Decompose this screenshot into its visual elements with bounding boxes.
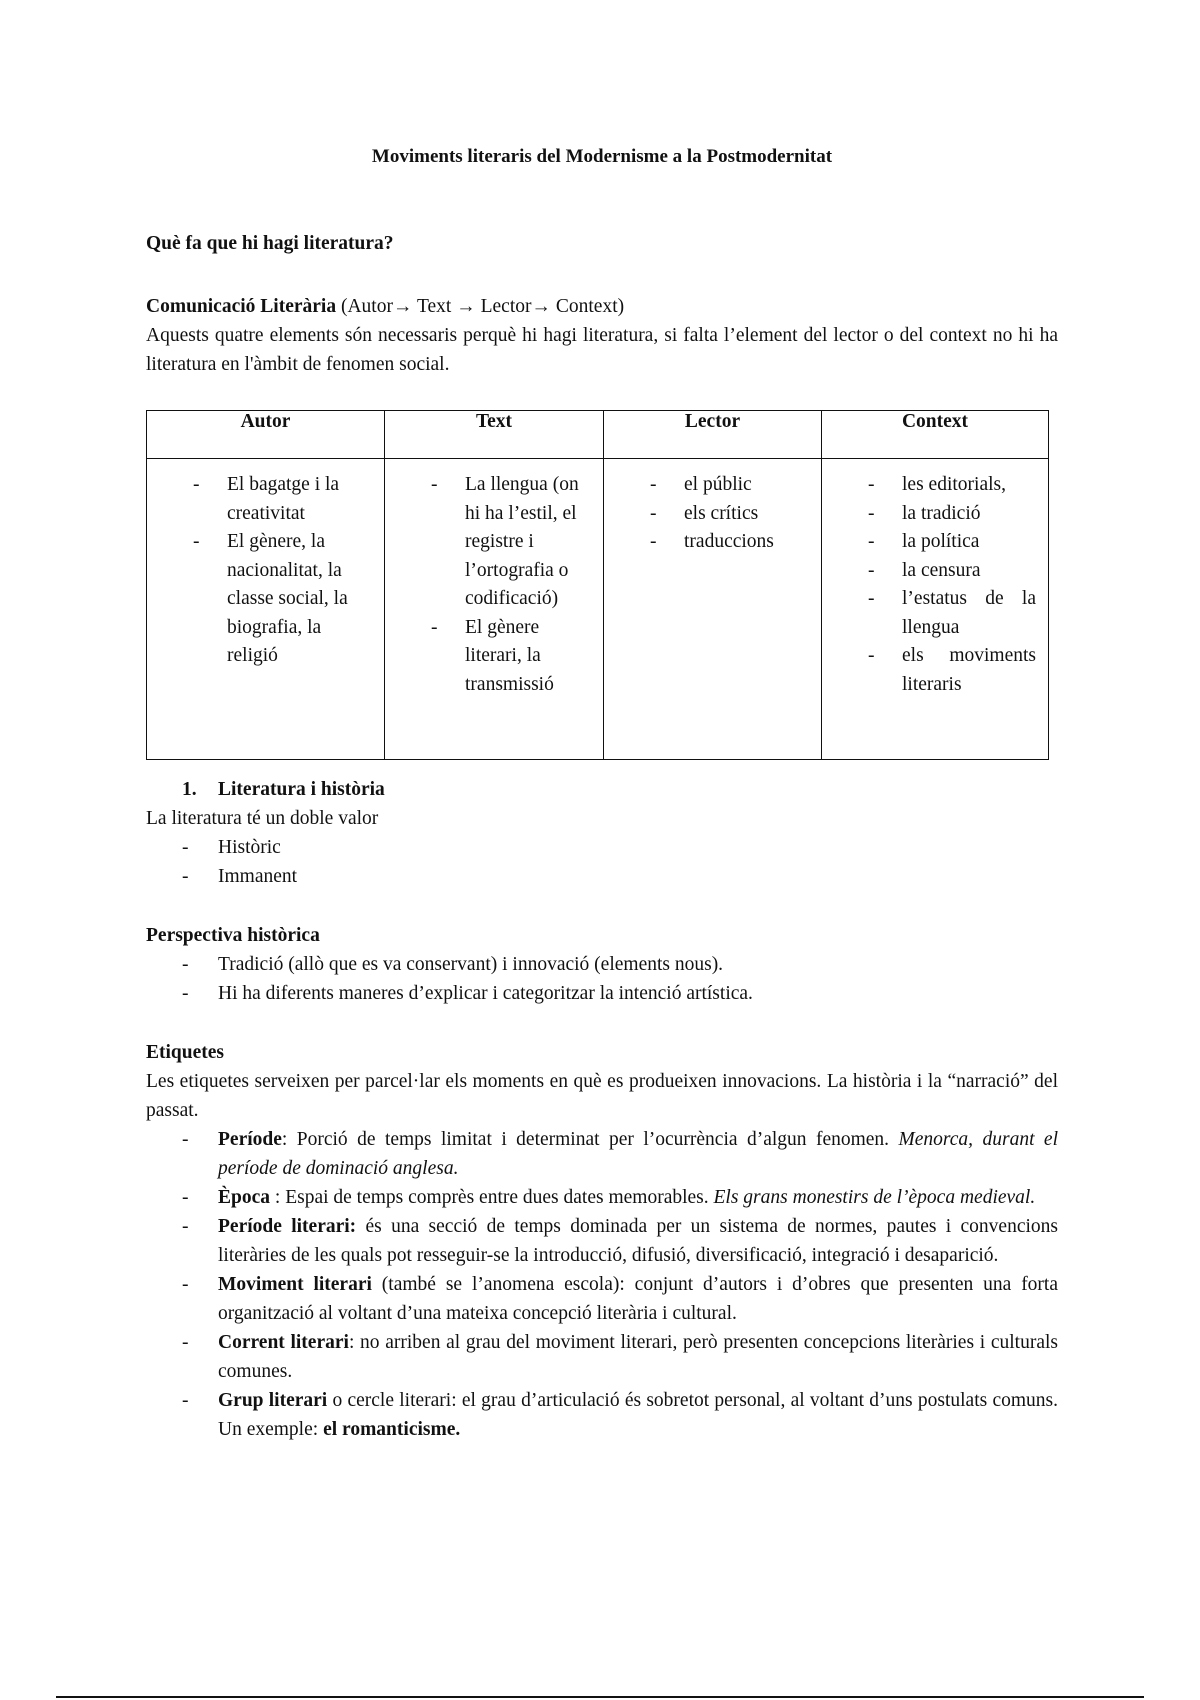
term-sep: :: [281, 1129, 288, 1150]
elements-table: [146, 410, 1049, 760]
header-text: Text: [385, 411, 604, 459]
list-item: - La llengua (on hi ha l’estil, el registre i l’ortografia o codificació): [393, 471, 595, 614]
footer-divider: [56, 1696, 1144, 1698]
definition: és una secció de temps dominada per un sistema de normes, pautes i convencions literàries de les quals pot resseguir-se la introducció, difusió, diversificació, integració i desaparició.: [218, 1216, 1058, 1266]
table-header-row: [147, 411, 1049, 459]
term: Època: [218, 1187, 271, 1208]
list-item: - el públic: [612, 471, 813, 500]
example: Menorca, durant el període de dominació anglesa.: [218, 1129, 1059, 1179]
list-item: [146, 1386, 1058, 1444]
term-sep: :: [270, 1187, 281, 1208]
list-item: - El bagatge i la creativitat: [155, 471, 376, 528]
list-item: - Tradició (allò que es va conservant) i innovació (elements nous).: [146, 950, 1058, 979]
cell-lector: [604, 459, 822, 760]
cell-text: [385, 459, 604, 760]
example-bold: el romanticisme.: [323, 1419, 461, 1440]
list-item: [146, 1328, 1058, 1386]
document-title: Moviments literaris del Modernisme a la Postmodernitat: [371, 146, 833, 167]
list-item: - El gènere literari, la transmissió: [393, 614, 595, 700]
etiquetes-intro: Les etiquetes serveixen per parcel·lar els moments en què es produeixen innovacions. La història i la “narració” del passat.: [146, 1071, 1058, 1121]
list-item: - Immanent: [146, 862, 1058, 891]
definition: (també se l’anomena escola): conjunt d’autors i d’obres que presenten una forta organització al voltant d’una mateixa concepció literària i cultural.: [218, 1274, 1058, 1324]
term: Període: [218, 1129, 282, 1150]
list-item: [146, 1212, 1058, 1270]
section-perspectiva: [146, 921, 1058, 1008]
list-item: [146, 1183, 1058, 1212]
section-intro: La literatura té un doble valor: [146, 808, 379, 829]
definition: o cercle literari: el grau d’articulació és sobretot personal, al voltant d’uns postulats comuns. Un exemple:: [218, 1390, 1058, 1440]
perspectiva-heading: Perspectiva històrica: [146, 925, 320, 946]
question-heading: Què fa que hi hagi literatura?: [146, 233, 394, 254]
list-item: - les editorials,: [830, 471, 1040, 500]
list-item: - Històric: [146, 833, 1058, 862]
section-etiquetes: [146, 1038, 1058, 1444]
header-autor: Autor: [147, 411, 385, 459]
list-item: - traduccions: [612, 528, 813, 557]
section-number: 1.: [182, 779, 197, 800]
list-item: [146, 1125, 1058, 1183]
table-row: [147, 459, 1049, 760]
cell-context: [822, 459, 1049, 760]
term-sep: :: [348, 1332, 355, 1353]
cell-autor: [147, 459, 385, 760]
communication-label: Comunicació Literària: [146, 296, 337, 317]
definition: no arriben al grau del moviment literari, però presenten concepcions literàries i culturals comunes.: [218, 1332, 1058, 1382]
example: Els grans monestirs de l’època medieval.: [713, 1187, 1036, 1208]
term: Període literari:: [218, 1216, 357, 1237]
list-item: - la tradició: [830, 500, 1040, 529]
list-item: [146, 1270, 1058, 1328]
etiquetes-heading: Etiquetes: [146, 1042, 224, 1063]
term: Moviment literari: [218, 1274, 372, 1295]
definition: Porció de temps limitat i determinat per l’ocurrència d’algun fenomen.: [287, 1129, 899, 1150]
communication-scheme: (Autor→ Text → Lector→ Context): [340, 296, 625, 317]
header-lector: Lector: [604, 411, 822, 459]
term: Corrent literari: [218, 1332, 349, 1353]
list-item: - El gènere, la nacionalitat, la classe social, la biografia, la religió: [155, 528, 376, 671]
communication-line: [146, 292, 1058, 321]
list-item: - la censura: [830, 557, 1040, 586]
communication-block: [146, 292, 1058, 379]
list-item: - Hi ha diferents maneres d’explicar i categoritzar la intenció artística.: [146, 979, 1058, 1008]
list-item: - els moviments literaris: [830, 642, 1040, 699]
definition: Espai de temps comprès entre dues dates memorables.: [280, 1187, 714, 1208]
header-context: Context: [822, 411, 1049, 459]
list-item: - l’estatus de la llengua: [830, 585, 1040, 642]
section-literatura-historia: [146, 775, 1058, 891]
section-title: Literatura i història: [218, 779, 385, 800]
section-heading: [146, 775, 1058, 804]
list-item: - els crítics: [612, 500, 813, 529]
communication-paragraph: Aquests quatre elements són necessaris perquè hi hagi literatura, si falta l’element del lector o del context no hi ha literatura en l'àmbit de fenomen social.: [146, 325, 1058, 375]
list-item: - la política: [830, 528, 1040, 557]
term: Grup literari: [218, 1390, 328, 1411]
